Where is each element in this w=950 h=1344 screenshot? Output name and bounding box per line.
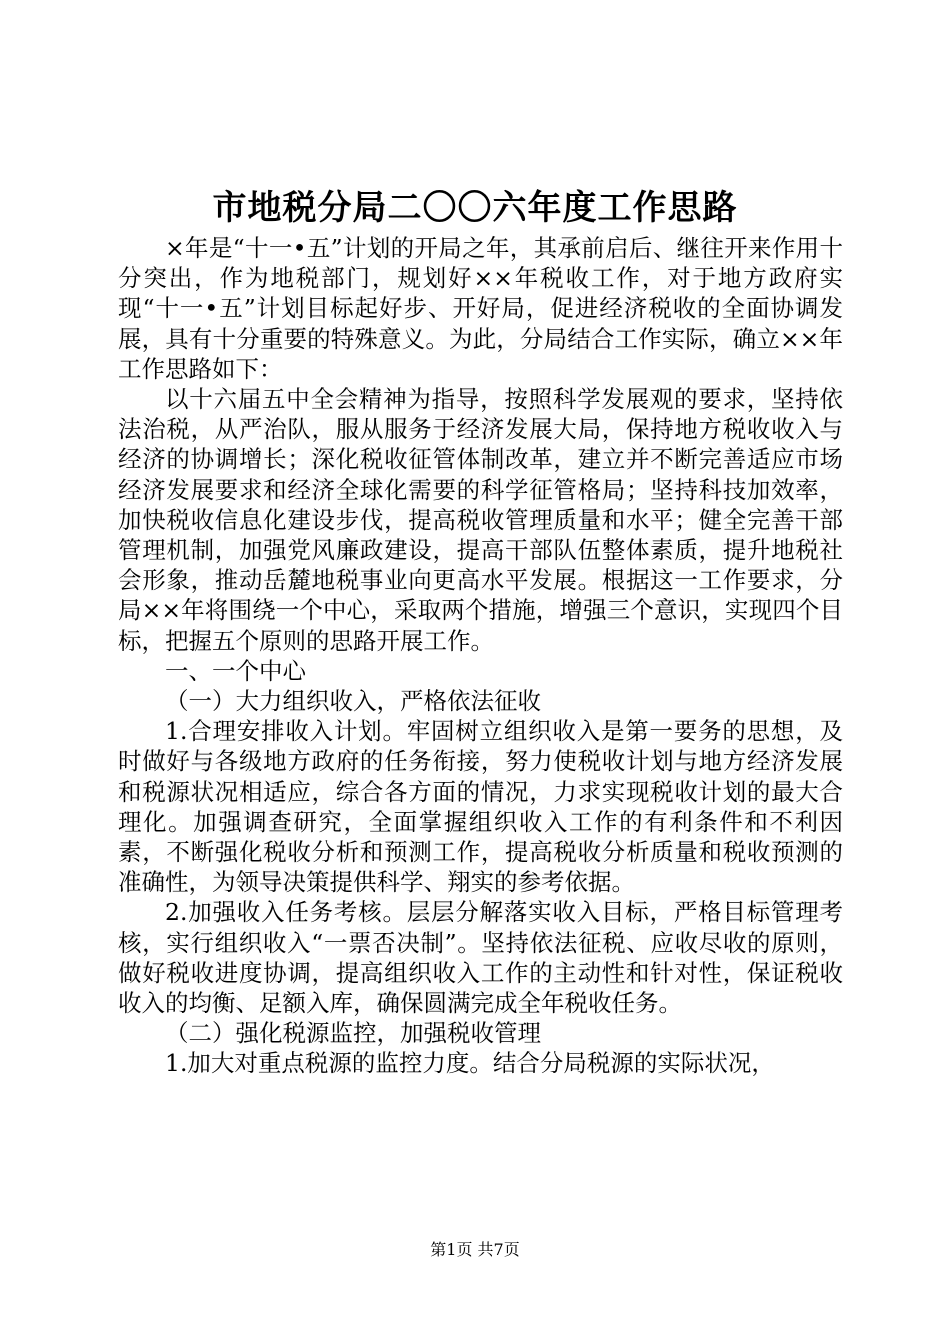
- document-body: [118, 233, 843, 1079]
- subsection-heading-tax-source: （二）强化税源监控，加强税收管理: [165, 1019, 541, 1048]
- page-footer: 第1页 共7页: [430, 1240, 520, 1259]
- item-revenue-assessment: 2.加强收入任务考核。层层分解落实收入目标，严格目标管理考核，实行组织收入“一票否决制”。坚持依法征税、应收尽收的原则，做好税收进度协调，提高组织收入工作的主动性和针对性，保证税收收入的均衡、足额入库，确保圆满完成全年税收任务。: [118, 898, 843, 1018]
- guiding-principle-paragraph: 以十六届五中全会精神为指导，按照科学发展观的要求，坚持依法治税，从严治队，服从服务于经济发展大局，保持地方税收收入与经济的协调增长；深化税收征管体制改革，建立并不断完善适应市场经济发展要求和经济全球化需要的科学征管格局；坚持科技加效率，加快税收信息化建设步伐，提高税收管理质量和水平；健全完善干部管理机制，加强党风廉政建设，提高干部队伍整体素质，提升地税社会形象，推动岳麓地税事业向更高水平发展。根据这一工作要求，分局××年将围绕一个中心，采取两个措施，增强三个意识，实现四个目标，把握五个原则的思路开展工作。: [118, 385, 843, 655]
- item-revenue-plan: 1.合理安排收入计划。牢固树立组织收入是第一要务的思想，及时做好与各级地方政府的任务衔接，努力使税收计划与地方经济发展和税源状况相适应，综合各方面的情况，力求实现税收计划的最大合理化。加强调查研究，全面掌握组织收入工作的有利条件和不利因素，不断强化税收分析和预测工作，提高税收分析质量和税收预测的准确性，为领导决策提供科学、翔实的参考依据。: [118, 717, 843, 897]
- section-heading-one-center: 一、一个中心: [165, 656, 306, 685]
- subsection-heading-revenue: （一）大力组织收入，严格依法征收: [165, 687, 541, 716]
- item-key-tax-source: 1.加大对重点税源的监控力度。结合分局税源的实际状况，: [165, 1049, 775, 1078]
- document-title: 市地税分局二〇〇六年度工作思路: [212, 188, 738, 228]
- intro-paragraph: ×年是“十一•五”计划的开局之年，其承前启后、继往开来作用十分突出，作为地税部门，规划好××年税收工作，对于地方政府实现“十一•五”计划目标起好步、开好局，促进经济税收的全面协调发展，具有十分重要的特殊意义。为此，分局结合工作实际，确立××年工作思路如下：: [118, 234, 843, 383]
